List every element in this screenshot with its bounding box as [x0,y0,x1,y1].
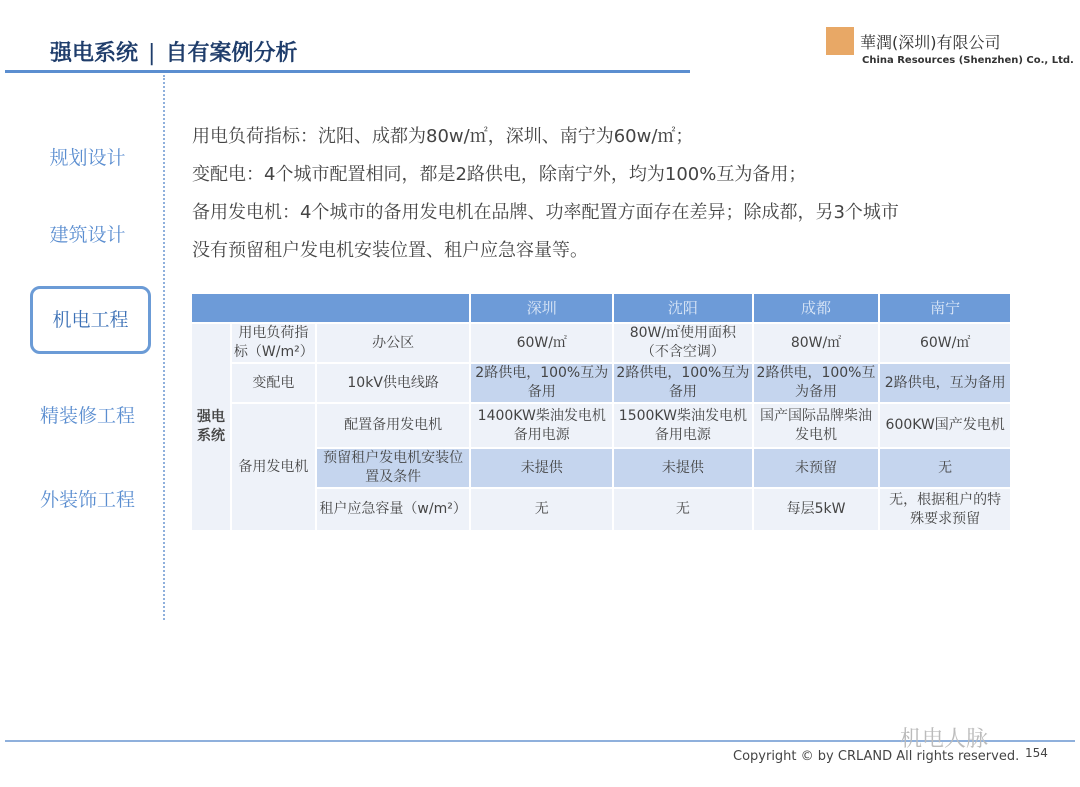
comparison-table [190,292,1012,532]
nav-item-mep[interactable]: 机电工程 [30,286,151,354]
logo [826,27,1001,55]
value-cell: 80W/㎡ [753,323,880,363]
header-divider [5,70,690,73]
item-cell: 10kV供电线路 [316,363,471,403]
value-cell: 1500KW柴油发电机备用电源 [613,403,753,448]
value-cell: 无 [470,488,613,531]
page-number: 154 [1025,746,1048,760]
item-cell: 预留租户发电机安装位置及条件 [316,448,471,488]
intro-line: 没有预留租户发电机安装位置、租户应急容量等。 [192,240,588,261]
value-cell: 未提供 [613,448,753,488]
intro-line: 变配电：4个城市配置相同，都是2路供电，除南宁外，均为100%互为备用； [192,164,807,185]
nav-item-architecture[interactable]: 建筑设计 [49,224,126,246]
table-row [191,323,1011,363]
item-cell: 配置备用发电机 [316,403,471,448]
copyright: Copyright © by CRLAND All rights reserved. [733,749,1020,764]
value-cell: 无，根据租户的特殊要求预留 [879,488,1011,531]
subtitle: 自有案例分析 [165,41,298,66]
section-title: 强电系统 [50,41,139,66]
col-header: 南宁 [879,293,1011,323]
table-row [191,363,1011,403]
intro-line: 用电负荷指标：沈阳、成都为80w/㎡，深圳、南宁为60w/㎡； [192,126,694,147]
category-cell: 变配电 [231,363,316,403]
group-cell: 强电系统 [191,323,231,531]
page-title [50,36,297,67]
value-cell: 2路供电，100%互为备用 [613,363,753,403]
item-cell: 办公区 [316,323,471,363]
category-cell: 用电负荷指标（W/m²） [231,323,316,363]
value-cell: 2路供电，100%互为备用 [470,363,613,403]
value-cell: 未提供 [470,448,613,488]
value-cell: 60W/㎡ [879,323,1011,363]
table-header-row [191,293,1011,323]
watermark: 机电人脉 [900,727,989,752]
item-cell: 租户应急容量（w/m²） [316,488,471,531]
value-cell: 国产国际品牌柴油发电机 [753,403,880,448]
nav-item-planning[interactable]: 规划设计 [49,147,126,169]
value-cell: 80W/㎡使用面积（不含空调） [613,323,753,363]
header-blank [191,293,470,323]
value-cell: 600KW国产发电机 [879,403,1011,448]
col-header: 成都 [753,293,880,323]
logo-mark-icon [826,27,854,55]
value-cell: 无 [613,488,753,531]
title-separator: | [148,41,156,66]
value-cell: 2路供电，互为备用 [879,363,1011,403]
value-cell: 无 [879,448,1011,488]
value-cell: 2路供电，100%互为备用 [753,363,880,403]
intro-line: 备用发电机：4个城市的备用发电机在品牌、功率配置方面存在差异；除成都，另3个城市 [192,202,899,223]
nav-item-facade[interactable]: 外装饰工程 [39,489,135,511]
value-cell: 未预留 [753,448,880,488]
category-cell: 备用发电机 [231,403,316,531]
col-header: 深圳 [470,293,613,323]
col-header: 沈阳 [613,293,753,323]
value-cell: 每层5kW [753,488,880,531]
logo-en: China Resources (Shenzhen) Co., Ltd. [862,55,1074,66]
logo-cn: 華潤(深圳)有限公司 [860,32,1001,52]
table-row [191,403,1011,448]
intro-text [192,118,899,270]
sidebar-divider [163,75,165,620]
value-cell: 1400KW柴油发电机备用电源 [470,403,613,448]
nav-item-fitout[interactable]: 精装修工程 [39,405,135,427]
value-cell: 60W/㎡ [470,323,613,363]
